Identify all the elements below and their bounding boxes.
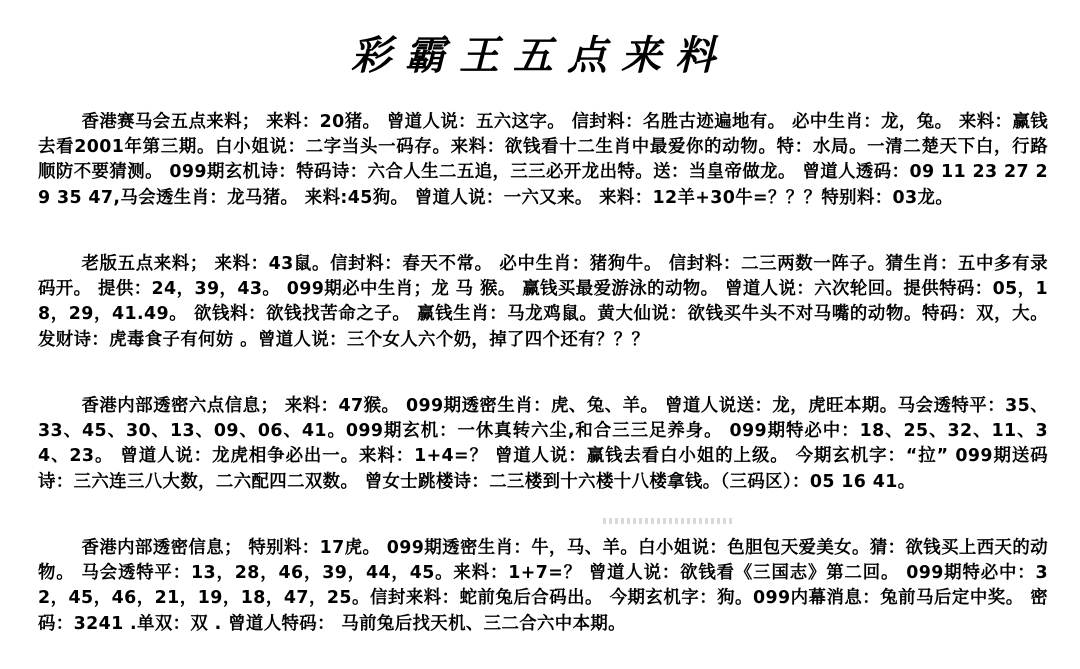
section-paragraph-1: 香港赛马会五点来料； 来料：20猪。 曾道人说：五六这字。 信封料：名胜古迹遍地有。 必中生肖：龙，兔。 来料：赢钱去看2001年第三期。白小姐说：二字当头一码存。来料：欲钱看十二生肖中最爱你的动物。特：水局。一清二楚天下白，行路顺防不要猜测。 099期玄机诗：特码诗：六合人生二五追，三三必开龙出特。送：当皇帝做龙。 曾道人透码：09 11 23 27 29 35 47,马会透生肖：龙马猪。 来料:45狗。 曾道人说：一六又来。 来料：12羊+30牛=？？？特别料：03龙。 (38, 112, 1048, 208)
scan-smudge (603, 518, 733, 524)
page-title: 彩霸王五点来料 (351, 32, 729, 79)
section-paragraph-2: 老版五点来料； 来料：43鼠。信封料：春天不常。 必中生肖：猪狗牛。 信封料：二三两数一阵子。猜生肖：五中多有录码开。 提供：24，39，43。 099期必中生肖；龙 马 猴。 赢钱买最爱游泳的动物。 曾道人说：六次轮回。提供特码：05，18，29，41.49。 欲钱料：欲钱找苦命之子。 赢钱生肖：马龙鸡鼠。黄大仙说：欲钱买牛头不对马嘴的动物。特码：双，大。 发财诗：虎毒食子有何妨 。曾道人说：三个女人六个奶，掉了四个还有？？？ (38, 254, 1048, 350)
section-paragraph-4: 香港内部透密信息； 特别料：17虎。 099期透密生肖：牛，马、羊。白小姐说：色胆包天爱美女。猜：欲钱买上西天的动物。 马会透特平：13，28，46，39，44，45。来料：1+7=？ 曾道人说：欲钱看《三国志》第二回。 099期特必中：32，45，46，21，19，18，47，25。信封来料：蛇前兔后合码出。 今期玄机字：狗。099内幕消息：兔前马后定中奖。 密码：3241 .单双：双 . 曾道人特码： 马前兔后找天机、三二合六中本期。 (38, 538, 1048, 634)
section-paragraph-3: 香港内部透密六点信息； 来料：47猴。 099期透密生肖：虎、兔、羊。 曾道人说送：龙，虎旺本期。马会透特平：35、33、45、30、13、09、06、41。099期玄机：一休真转六尘,和合三三足养身。 099期特必中：18、25、32、11、34、23。 曾道人说：龙虎相争必出一。来料：1+4=？ 曾道人说：赢钱去看白小姐的上级。 今期玄机字：“拉” 099期送码诗：三六连三八大数，二六配四二双数。 曾女士跳楼诗：二三楼到十六楼十八楼拿钱。（三码区）：05 16 41。 (38, 396, 1048, 492)
